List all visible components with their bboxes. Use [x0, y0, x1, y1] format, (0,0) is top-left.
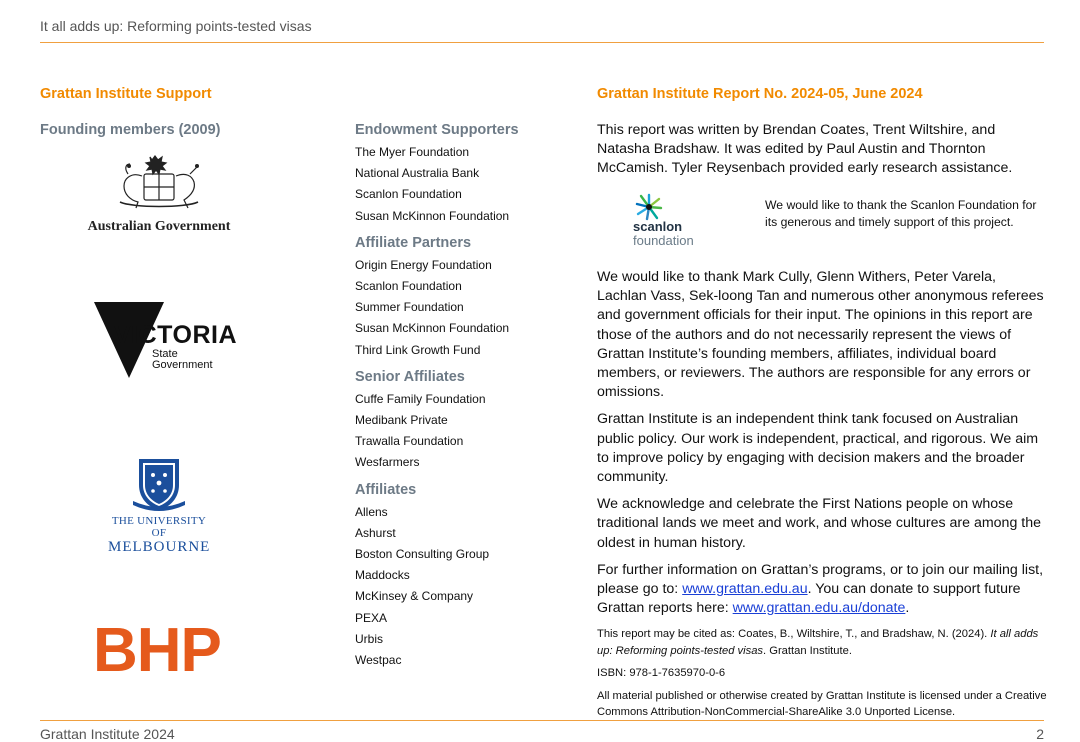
scanlon-wordmark: scanlon	[633, 219, 683, 234]
citation-text	[597, 626, 1047, 659]
authors-paragraph: This report was written by Brendan Coates, Trent Wiltshire, and Natasha Bradshaw. It was edited by Paul Austin and Thornton McCamish. Tyler Reysenbach provided early research assistance.	[597, 122, 1013, 177]
australian-government-logo	[84, 152, 234, 235]
supporter-name: McKinsey & Company	[355, 589, 474, 604]
supporter-group-heading: Senior Affiliates	[355, 368, 465, 385]
supporter-name: Urbis	[355, 631, 384, 646]
supporter-name: Susan McKinnon Foundation	[355, 321, 510, 336]
bhp-logo: BHP	[93, 616, 221, 685]
header-rule	[40, 42, 1044, 43]
victoria-government-logo	[94, 302, 237, 382]
coat-of-arms-icon	[84, 152, 234, 214]
supporter-group	[355, 235, 519, 361]
victoria-state-label: State	[152, 348, 178, 360]
university-of-melbourne-logo	[108, 455, 210, 556]
citation-prefix: This report may be cited as: Coates, B., Wiltshire, T., and Bradshaw, N. (2024).	[597, 628, 991, 641]
supporter-name: Scanlon Foundation	[355, 279, 462, 294]
supporter-name: Origin Energy Foundation	[355, 257, 492, 272]
report-credits	[597, 121, 1047, 187]
university-name-line2: MELBOURNE	[108, 539, 211, 555]
supporter-name: Cuffe Family Foundation	[355, 391, 486, 406]
supporter-name: Third Link Growth Fund	[355, 342, 481, 357]
victoria-government-label: Government	[152, 359, 213, 371]
supporter-name: Medibank Private	[355, 413, 448, 428]
supporter-name: Ashurst	[355, 525, 396, 540]
supporter-name: Trawalla Foundation	[355, 434, 464, 449]
supporter-name: Allens	[355, 504, 388, 519]
scanlon-thanks-text: We would like to thank the Scanlon Foundation for its generous and timely support of this project.	[765, 198, 1037, 229]
supporters-list	[355, 122, 519, 679]
report-heading: Grattan Institute Report No. 2024-05, June 2024	[597, 86, 923, 102]
supporter-group	[355, 482, 519, 672]
supporter-group	[355, 369, 519, 474]
supporter-name: Maddocks	[355, 568, 410, 583]
further-info-end: .	[905, 600, 910, 617]
report-body	[597, 268, 1047, 727]
page-number: 2	[1036, 726, 1044, 742]
running-title: It all adds up: Reforming points-tested visas	[40, 18, 312, 34]
university-crest-icon	[129, 455, 189, 515]
supporter-name: Wesfarmers	[355, 455, 420, 470]
scanlon-acknowledgement	[597, 193, 1047, 253]
supporter-name: Westpac	[355, 653, 402, 668]
further-info-paragraph	[597, 561, 1047, 619]
citation-suffix: . Grattan Institute.	[763, 644, 852, 657]
supporter-group-heading: Affiliate Partners	[355, 234, 472, 251]
supporter-group	[355, 122, 519, 227]
supporter-group-heading: Endowment Supporters	[355, 122, 519, 138]
donate-text: . You can donate to support future Grattan reports here:	[597, 581, 1021, 617]
supporter-group-heading: Affiliates	[355, 481, 417, 498]
supporter-name: National Australia Bank	[355, 166, 480, 181]
footer-rule	[40, 720, 1044, 721]
footer-publisher: Grattan Institute 2024	[40, 726, 175, 742]
thanks-paragraph: We would like to thank Mark Cully, Glenn Withers, Peter Varela, Lachlan Vass, Sek-loong Tan and numerous other anonymous referees and government officials for their input. The opinions in this report are those of the authors and do not necessarily represent the views of Grattan Institute’s founding members, affiliates, individual board members, or reviewers. The authors are responsible for any errors or omissions.	[597, 269, 1044, 401]
grattan-website-link[interactable]: www.grattan.edu.au	[682, 581, 808, 598]
about-paragraph: Grattan Institute is an independent think tank focused on Australian public policy. Our work is independent, practical, and rigorous. We aim to improve policy by engaging with decision makers and the broader community.	[597, 411, 1039, 486]
supporter-name: Summer Foundation	[355, 300, 464, 315]
founding-members-heading: Founding members (2009)	[40, 122, 221, 138]
acknowledgement-paragraph: We acknowledge and celebrate the First Nations people on whose traditional lands we meet and work, and whose cultures are among the oldest in human history.	[597, 496, 1042, 551]
supporter-name: Boston Consulting Group	[355, 547, 490, 562]
university-name-line1: THE UNIVERSITY OF	[111, 515, 207, 539]
scanlon-foundation-wordmark: foundation	[633, 233, 694, 248]
license-text: All material published or otherwise created by Grattan Institute is licensed under a Creative Commons Attribution-NonCommercial-ShareAlike 3.0 Unported License.	[597, 689, 1047, 719]
support-heading: Grattan Institute Support	[40, 86, 212, 102]
further-info-text: For further information on Grattan’s programs, or to join our mailing list, please go to:	[597, 561, 1044, 598]
supporter-name: PEXA	[355, 610, 388, 625]
australian-government-wordmark: Australian Government	[87, 219, 231, 234]
citation-title: It all adds up: Reforming points-tested visas	[597, 628, 1039, 657]
supporter-name: Scanlon Foundation	[355, 187, 462, 202]
supporter-name: The Myer Foundation	[355, 145, 470, 159]
supporter-name: Susan McKinnon Foundation	[355, 208, 510, 223]
victoria-wordmark: VICTORIA	[114, 321, 237, 349]
isbn-text: ISBN: 978-1-7635970-0-6	[597, 667, 726, 680]
scanlon-logo-icon	[635, 193, 663, 221]
donate-link[interactable]: www.grattan.edu.au/donate	[732, 600, 906, 617]
